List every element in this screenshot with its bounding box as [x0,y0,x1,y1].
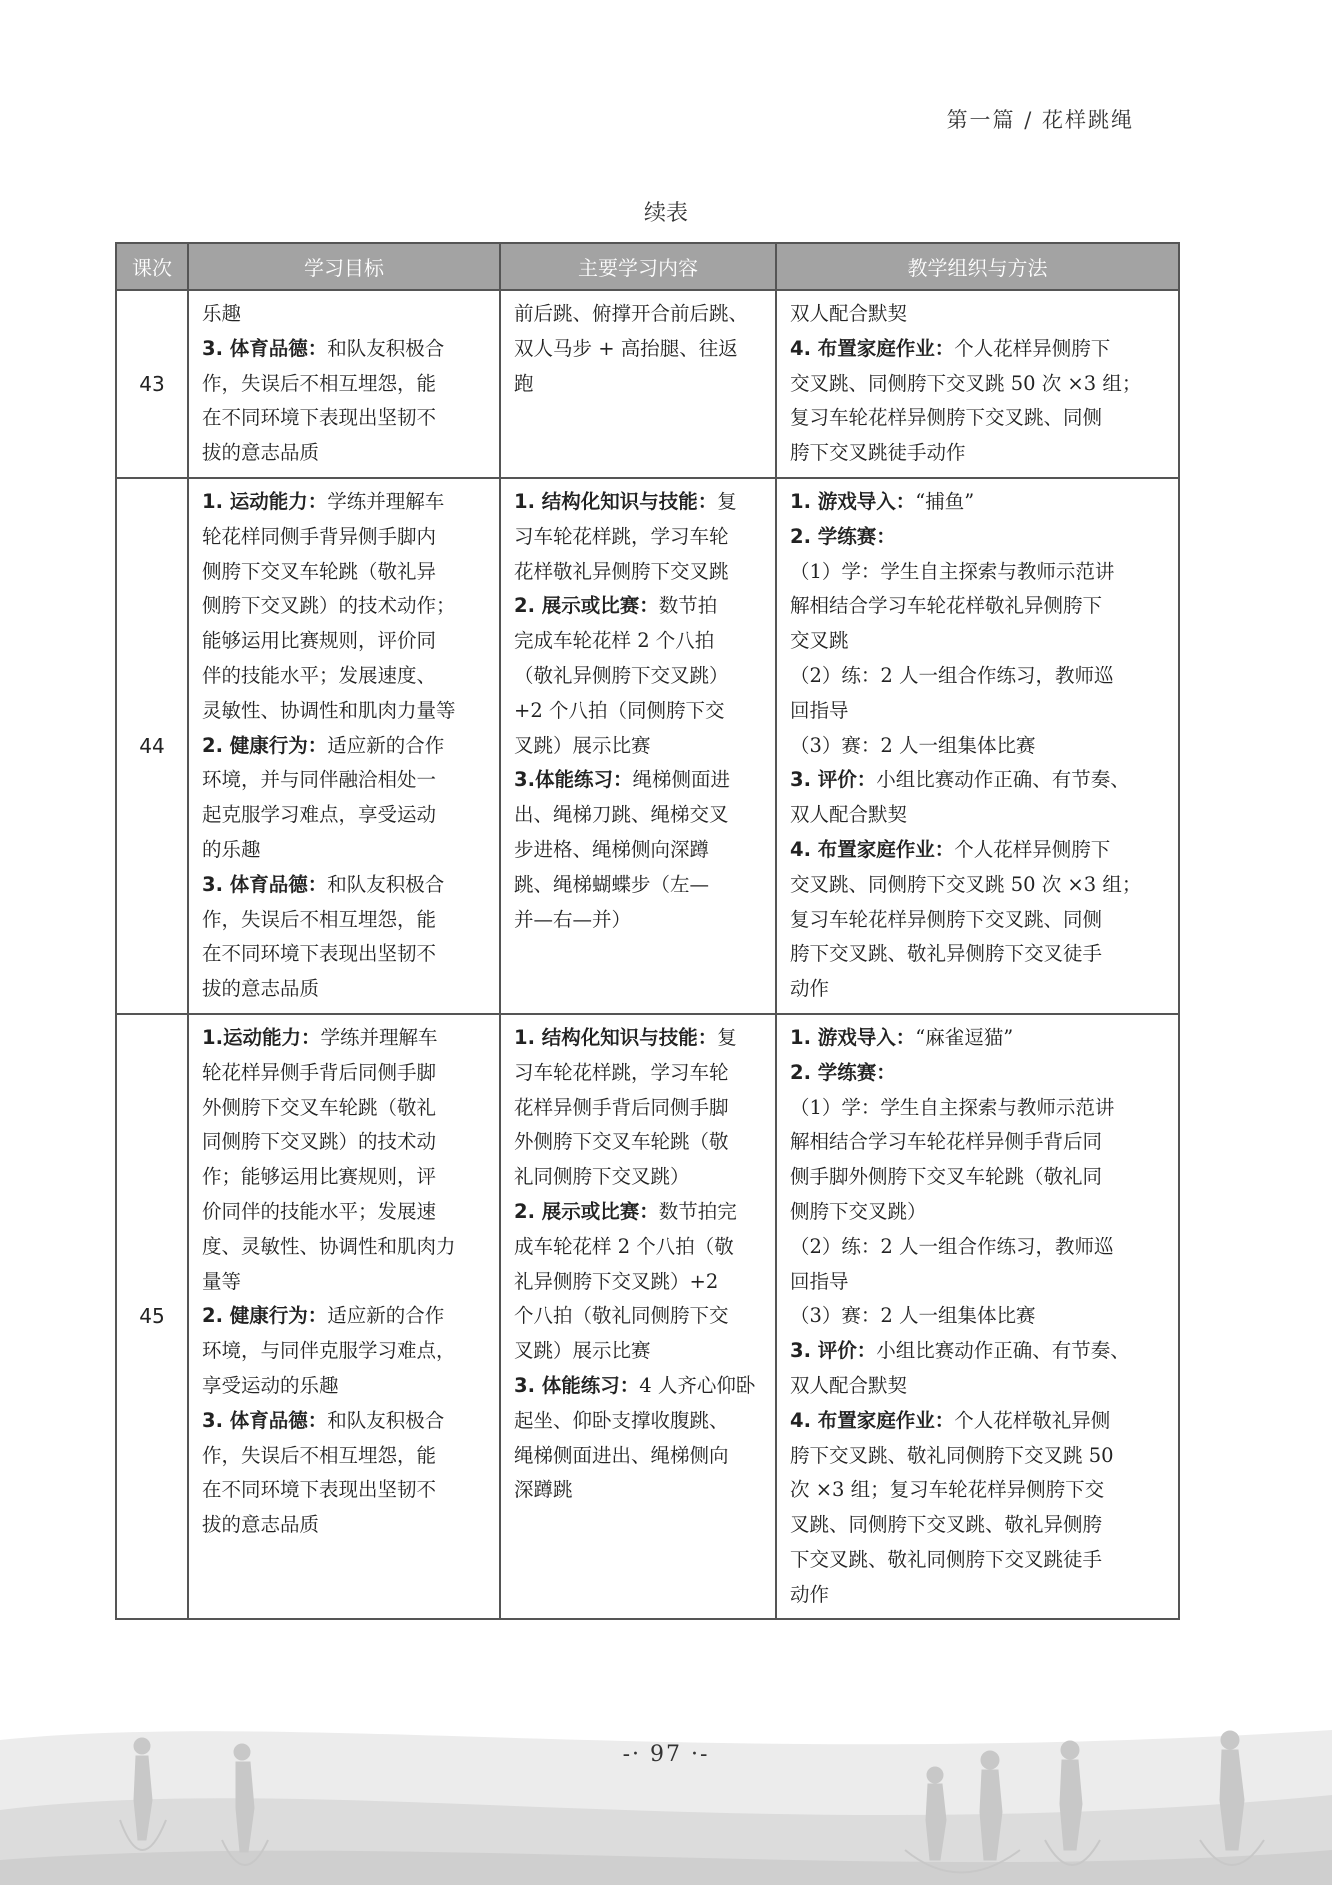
item-text: 拔的意志品质 [202,977,320,1001]
item-text: 轮花样异侧手背后同侧手脚 [202,1060,437,1084]
item-text: 交叉跳、同侧胯下交叉跳 50 次 ×3 组； [790,872,1142,896]
item-text: 作，失误后不相互埋怨，能 [202,907,437,931]
item-heading: 1. 游戏导入： [790,489,916,513]
item-heading: 2. 展示或比赛： [514,594,659,618]
text-line [202,1299,489,1334]
item-text: （3）赛：2 人一组集体比赛 [790,1304,1036,1328]
text-line [202,624,489,659]
item-text: （1）学：学生自主探索与教师示范讲 [790,1095,1115,1119]
text-line [202,367,489,402]
table-row [116,478,1179,1014]
text-line [202,763,489,798]
item-text: 次 ×3 组；复习车轮花样异侧胯下交 [790,1478,1105,1502]
item-text: 复 [717,489,737,513]
item-text: 双人配合默契 [790,1373,908,1397]
item-text: 交叉跳 [790,629,849,653]
text-line [202,332,489,367]
learning-goals-cell [188,478,500,1014]
text-line [514,555,765,590]
item-text: 跳、绳梯蝴蝶步（左— [514,872,710,896]
item-text: 侧胯下交叉车轮跳（敬礼异 [202,559,437,583]
text-line [514,868,765,903]
text-line [790,1508,1168,1543]
text-line [514,367,765,402]
item-text: 叉跳、同侧胯下交叉跳、敬礼异侧胯 [790,1513,1103,1537]
text-line [514,1369,765,1404]
text-line [514,1195,765,1230]
text-line [202,1091,489,1126]
text-line [514,763,765,798]
table-caption: 续表 [643,201,688,226]
main-content-cell [500,1014,776,1620]
item-text: 小组比赛动作正确、有节奏、 [876,1339,1130,1363]
text-line [202,729,489,764]
item-text: （2）练：2 人一组合作练习，教师巡 [790,1234,1114,1258]
item-heading: 1. 游戏导入： [790,1025,916,1049]
page-number: -· 97 ·- [622,1742,710,1767]
item-text: 4 人齐心仰卧 [639,1373,756,1397]
text-line [790,659,1168,694]
text-line [790,367,1168,402]
text-line [514,833,765,868]
item-text: 胯下交叉跳、敬礼同侧胯下交叉跳 50 [790,1443,1114,1467]
item-text: 交叉跳、同侧胯下交叉跳 50 次 ×3 组； [790,371,1142,395]
text-line [202,659,489,694]
item-text: 适应新的合作 [327,733,445,757]
item-text: 个八拍（敬礼同侧胯下交 [514,1304,729,1328]
text-line [514,903,765,938]
text-line [790,1021,1168,1056]
text-line [514,485,765,520]
item-heading: 3. 评价： [790,768,877,792]
text-line [202,1230,489,1265]
item-text: “麻雀逗猫” [915,1025,1014,1049]
item-text: 个人花样敬礼异侧 [954,1408,1111,1432]
text-line [790,332,1168,367]
text-line [514,1021,765,1056]
item-text: 作；能够运用比赛规则，评 [202,1165,437,1189]
header-teaching-methods: 教学组织与方法 [776,243,1179,290]
text-line [202,798,489,833]
item-text: 前后跳、俯撑开合前后跳、 [514,302,749,325]
item-heading: 2. 展示或比赛： [514,1199,659,1223]
item-text: 回指导 [790,698,849,722]
item-text: （3）赛：2 人一组集体比赛 [790,733,1036,757]
item-heading: 2. 学练赛： [790,1060,896,1084]
item-text: 能够运用比赛规则，评价同 [202,629,437,653]
text-line [790,624,1168,659]
text-line [790,1195,1168,1230]
text-line [202,1021,489,1056]
item-heading: 1. 结构化知识与技能： [514,1025,718,1049]
text-line [790,1439,1168,1474]
item-heading: 4. 布置家庭作业： [790,336,955,360]
text-line [790,972,1168,1007]
text-line [790,589,1168,624]
item-text: 胯下交叉跳、敬礼异侧胯下交叉徒手 [790,942,1103,966]
item-text: 侧胯下交叉跳）的技术动作； [202,594,456,618]
text-line [514,694,765,729]
item-text: 起坐、仰卧支撑收腹跳、 [514,1408,729,1432]
item-text: 价同伴的技能水平；发展速 [202,1199,437,1223]
item-text: 拔的意志品质 [202,441,320,465]
text-line [202,1056,489,1091]
table-row [116,1014,1179,1620]
item-heading: 1.运动能力： [202,1025,321,1049]
text-line [202,1439,489,1474]
item-text: 数节拍完 [658,1199,737,1223]
item-heading: 3. 体育品德： [202,1408,328,1432]
text-line [790,297,1168,332]
text-line [790,1578,1168,1613]
running-head: 第一篇 / 花样跳绳 [946,108,1134,132]
text-line [202,937,489,972]
item-text: 和队友积极合 [327,872,445,896]
item-text: +2 个八拍（同侧胯下交 [514,698,725,722]
item-text: 侧手脚外侧胯下交叉车轮跳（敬礼同 [790,1165,1103,1189]
item-text: 习车轮花样跳，学习车轮 [514,1060,729,1084]
item-text: 伴的技能水平；发展速度、 [202,663,437,687]
text-line [514,1265,765,1300]
item-text: 的乐趣 [202,837,261,861]
text-line [202,868,489,903]
item-text: 环境，并与同伴融洽相处一 [202,768,437,792]
item-text: （2）练：2 人一组合作练习，教师巡 [790,663,1114,687]
text-line [202,1404,489,1439]
item-text: 起克服学习难点，享受运动 [202,803,437,827]
item-text: 个人花样异侧胯下 [954,336,1111,360]
item-text: 双人配合默契 [790,302,908,325]
text-line [202,833,489,868]
item-text: 复习车轮花样异侧胯下交叉跳、同侧 [790,406,1103,430]
item-text: 复习车轮花样异侧胯下交叉跳、同侧 [790,907,1103,931]
text-line [514,1299,765,1334]
item-text: （敬礼异侧胯下交叉跳） [514,663,729,687]
item-text: 绳梯侧面进出、绳梯侧向 [514,1443,729,1467]
page-number-value: 97 [650,1742,682,1767]
text-line [514,624,765,659]
learning-goals-cell [188,290,500,478]
text-line [790,1125,1168,1160]
text-line [202,436,489,471]
item-heading: 3. 评价： [790,1339,877,1363]
text-line [514,729,765,764]
item-text: 外侧胯下交叉车轮跳（敬 [514,1130,729,1154]
item-text: 胯下交叉跳徒手动作 [790,441,966,465]
text-line [202,297,489,332]
text-line [202,694,489,729]
item-text: 环境，与同伴克服学习难点， [202,1339,456,1363]
text-line [790,401,1168,436]
item-text: 解相结合学习车轮花样异侧手背后同 [790,1130,1103,1154]
item-text: 享受运动的乐趣 [202,1373,339,1397]
item-text: 下交叉跳、敬礼同侧胯下交叉跳徒手 [790,1547,1103,1571]
item-text: 和队友积极合 [327,1408,445,1432]
item-text: 和队友积极合 [327,336,445,360]
text-line [790,903,1168,938]
text-line [202,589,489,624]
item-text: 回指导 [790,1269,849,1293]
item-text: 出、绳梯刀跳、绳梯交叉 [514,803,729,827]
item-text: （1）学：学生自主探索与教师示范讲 [790,559,1115,583]
item-text: 花样敬礼异侧胯下交叉跳 [514,559,729,583]
item-text: 乐趣 [202,302,242,325]
text-line [790,694,1168,729]
text-line [514,1125,765,1160]
item-text: 习车轮花样跳，学习车轮 [514,524,729,548]
text-line [790,1056,1168,1091]
text-line [790,798,1168,833]
item-text: 并—右—并） [514,907,632,931]
header-main-content: 主要学习内容 [500,243,776,290]
item-text: 解相结合学习车轮花样敬礼异侧胯下 [790,594,1103,618]
item-text: 灵敏性、协调性和肌肉力量等 [202,698,456,722]
text-line [790,485,1168,520]
item-text: 双人马步 + 高抬腿、往返 [514,336,738,360]
item-text: 侧胯下交叉跳） [790,1199,927,1223]
text-line [790,1230,1168,1265]
text-line [202,1160,489,1195]
text-line [202,972,489,1007]
text-line [790,1160,1168,1195]
text-line [514,1334,765,1369]
text-line [790,436,1168,471]
item-text: 成车轮花样 2 个八拍（敬 [514,1234,734,1258]
text-line [514,1404,765,1439]
item-text: 作，失误后不相互埋怨，能 [202,371,437,395]
item-text: 学练并理解车 [320,1025,438,1049]
item-text: 深蹲跳 [514,1478,573,1502]
item-heading: 2. 健康行为： [202,733,328,757]
item-text: 动作 [790,1582,830,1606]
text-line [790,1369,1168,1404]
main-content-cell [500,478,776,1014]
item-text: 步进格、绳梯侧向深蹲 [514,837,710,861]
item-text: 学练并理解车 [327,489,445,513]
text-line [790,1543,1168,1578]
item-text: 适应新的合作 [327,1304,445,1328]
text-line [514,1056,765,1091]
text-line [202,485,489,520]
item-heading: 3.体能练习： [514,768,633,792]
item-heading: 1. 结构化知识与技能： [514,489,718,513]
item-text: 在不同环境下表现出坚韧不 [202,1478,437,1502]
table-header-row [116,243,1179,290]
text-line [514,589,765,624]
item-text: 动作 [790,977,830,1001]
text-line [790,833,1168,868]
item-heading: 3. 体育品德： [202,336,328,360]
text-line [790,868,1168,903]
item-text: 在不同环境下表现出坚韧不 [202,406,437,430]
learning-goals-cell [188,1014,500,1620]
item-text: 花样异侧手背后同侧手脚 [514,1095,729,1119]
text-line [514,297,765,332]
item-text: 作，失误后不相互埋怨，能 [202,1443,437,1467]
lesson-plan-table [115,242,1180,1620]
item-text: 在不同环境下表现出坚韧不 [202,942,437,966]
item-heading: 4. 布置家庭作业： [790,1408,955,1432]
teaching-methods-cell [776,1014,1179,1620]
text-line [514,520,765,555]
text-line [514,659,765,694]
item-heading: 2. 学练赛： [790,524,896,548]
item-heading: 3. 体育品德： [202,872,328,896]
item-text: 绳梯侧面进 [632,768,730,792]
text-line [202,1369,489,1404]
item-heading: 1. 运动能力： [202,489,328,513]
lesson-number-cell: 44 [116,478,188,1014]
item-text: 跑 [514,371,534,395]
text-line [790,763,1168,798]
text-line [202,1125,489,1160]
item-text: 外侧胯下交叉车轮跳（敬礼 [202,1095,437,1119]
header-lesson-number: 课次 [116,243,188,290]
text-line [790,1265,1168,1300]
item-text: 同侧胯下交叉跳）的技术动 [202,1130,437,1154]
teaching-methods-cell [776,478,1179,1014]
item-text: 叉跳）展示比赛 [514,733,651,757]
text-line [790,1091,1168,1126]
item-text: 数节拍 [658,594,718,618]
text-line [790,1299,1168,1334]
text-line [202,555,489,590]
text-line [202,1265,489,1300]
item-text: 轮花样同侧手背异侧手脚内 [202,524,437,548]
text-line [202,401,489,436]
text-line [790,937,1168,972]
text-line [790,1404,1168,1439]
main-content-cell [500,290,776,478]
text-line [202,1334,489,1369]
item-text: 个人花样异侧胯下 [954,837,1111,861]
item-heading: 4. 布置家庭作业： [790,837,955,861]
header-learning-goals: 学习目标 [188,243,500,290]
text-line [790,1473,1168,1508]
table-row [116,290,1179,478]
lesson-number-cell: 45 [116,1014,188,1620]
text-line [202,1508,489,1543]
text-line [202,1195,489,1230]
text-line [514,1230,765,1265]
text-line [514,1439,765,1474]
text-line [202,520,489,555]
text-line [790,729,1168,764]
item-text: 量等 [202,1269,242,1293]
text-line [790,1334,1168,1369]
item-heading: 2. 健康行为： [202,1304,328,1328]
text-line [790,555,1168,590]
item-text: 礼同侧胯下交叉跳） [514,1165,690,1189]
item-text: 叉跳）展示比赛 [514,1339,651,1363]
item-text: 完成车轮花样 2 个八拍 [514,629,715,653]
teaching-methods-cell [776,290,1179,478]
lesson-number-cell: 43 [116,290,188,478]
text-line [202,903,489,938]
item-text: 度、灵敏性、协调性和肌肉力 [202,1234,456,1258]
item-text: 礼异侧胯下交叉跳）+2 [514,1269,719,1293]
text-line [202,1473,489,1508]
item-text: 复 [717,1025,737,1049]
item-text: 双人配合默契 [790,803,908,827]
text-line [514,1091,765,1126]
item-text: “捕鱼” [915,489,975,513]
text-line [790,520,1168,555]
footer-decoration [0,1700,1332,1885]
text-line [514,1160,765,1195]
text-line [514,1473,765,1508]
item-text: 拔的意志品质 [202,1513,320,1537]
item-text: 小组比赛动作正确、有节奏、 [876,768,1130,792]
item-heading: 3. 体能练习： [514,1373,640,1397]
text-line [514,332,765,367]
text-line [514,798,765,833]
